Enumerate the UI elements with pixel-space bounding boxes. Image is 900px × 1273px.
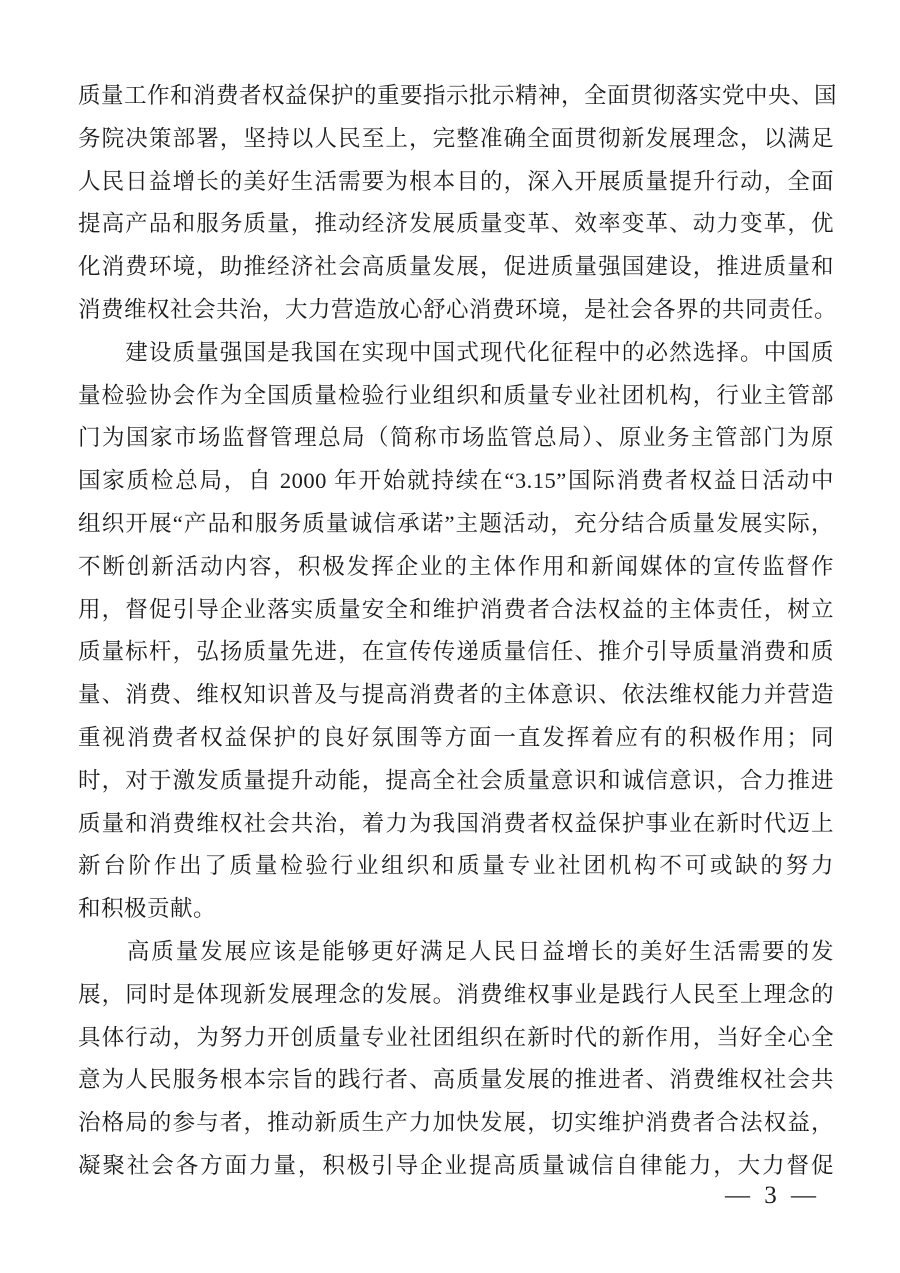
page-number: — 3 — xyxy=(725,1182,820,1209)
text-line: 凝聚社会各方面力量，积极引导企业提高质量诚信自律能力，大力督促 xyxy=(78,1152,834,1178)
text-line: 国家质检总局，自 2000 年开始就持续在“3.15”国际消费者权益日活动中 xyxy=(78,468,834,494)
text-line: 门为国家市场监督管理总局（简称市场监管总局）、原业务主管部门为原 xyxy=(78,425,834,451)
text-line: 量检验协会作为全国质量检验行业组织和质量专业社团机构，行业主管部 xyxy=(78,382,834,408)
text-line: 展，同时是体现新发展理念的发展。消费维权事业是践行人民至上理念的 xyxy=(78,981,834,1007)
text-line: 时，对于激发质量提升动能，提高全社会质量意识和诚信意识，合力推进 xyxy=(78,767,834,793)
text-line: 质量标杆，弘扬质量先进，在宣传传递质量信任、推介引导质量消费和质 xyxy=(78,639,834,665)
text-line: 意为人民服务根本宗旨的践行者、高质量发展的推进者、消费维权社会共 xyxy=(78,1067,834,1093)
paragraph xyxy=(78,332,834,931)
paragraph xyxy=(78,75,838,332)
text-line: 重视消费者权益保护的良好氛围等方面一直发挥着应有的积极作用；同 xyxy=(78,724,834,750)
text-line: 治格局的参与者，推动新质生产力加快发展，切实维护消费者合法权益， xyxy=(78,1110,834,1136)
text-line: 质量和消费维权社会共治，着力为我国消费者权益保护事业在新时代迈上 xyxy=(78,810,834,836)
document-body xyxy=(78,75,838,1188)
text-line: 务院决策部署，坚持以人民至上，完整准确全面贯彻新发展理念，以满足 xyxy=(78,125,834,151)
text-line: 消费维权社会共治，大力营造放心舒心消费环境，是社会各界的共同责任。 xyxy=(78,296,838,322)
text-line: 具体行动，为努力开创质量专业社团组织在新时代的新作用，当好全心全 xyxy=(78,1024,834,1050)
text-line: 提高产品和服务质量，推动经济发展质量变革、效率变革、动力变革，优 xyxy=(78,211,834,237)
paragraph xyxy=(78,931,834,1188)
text-line: 组织开展“产品和服务质量诚信承诺”主题活动，充分结合质量发展实际， xyxy=(78,510,834,536)
text-line: 和积极贡献。 xyxy=(78,896,217,922)
text-line: 化消费环境，助推经济社会高质量发展，促进质量强国建设，推进质量和 xyxy=(78,254,834,280)
text-line: 不断创新活动内容，积极发挥企业的主体作用和新闻媒体的宣传监督作 xyxy=(78,553,834,579)
text-line: 新台阶作出了质量检验行业组织和质量专业社团机构不可或缺的努力 xyxy=(78,853,834,879)
text-line: 量、消费、维权知识普及与提高消费者的主体意识、依法维权能力并营造 xyxy=(78,682,834,708)
text-line: 用，督促引导企业落实质量安全和维护消费者合法权益的主体责任，树立 xyxy=(78,596,834,622)
text-line: 质量工作和消费者权益保护的重要指示批示精神，全面贯彻落实党中央、国 xyxy=(78,83,838,108)
text-line: 高质量发展应该是能够更好满足人民日益增长的美好生活需要的发 xyxy=(78,938,834,964)
text-line: 建设质量强国是我国在实现中国式现代化征程中的必然选择。中国质 xyxy=(78,339,834,365)
text-line: 人民日益增长的美好生活需要为根本目的，深入开展质量提升行动，全面 xyxy=(78,168,834,194)
